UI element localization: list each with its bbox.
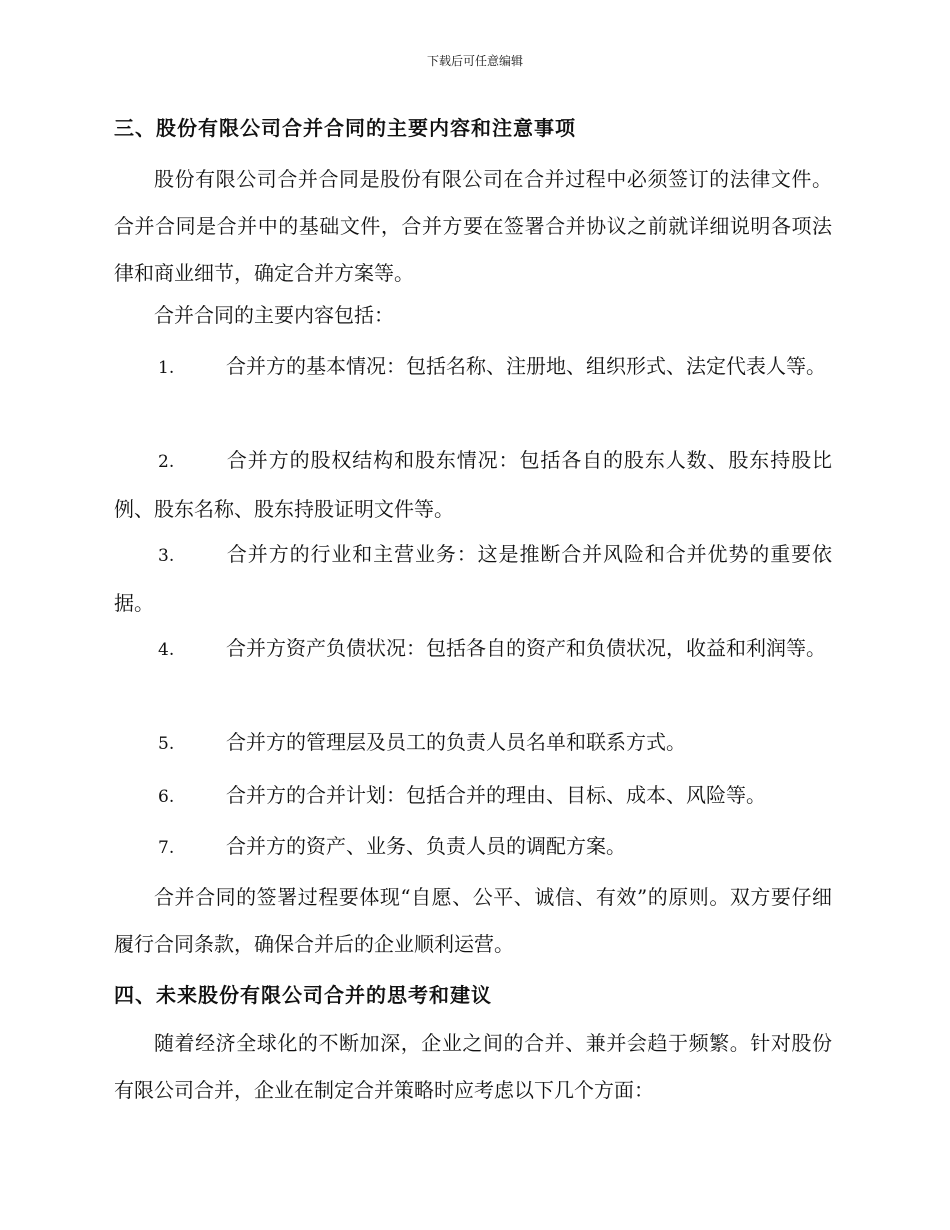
list-item-text: 合并方的股权结构和股东情况：包括各自的股东人数、股东持股比例、股东名称、股东持股证明文件等。: [114, 448, 832, 521]
list-item-text: 合并方的基本情况：包括名称、注册地、组织形式、法定代表人等。: [226, 354, 826, 378]
header-note: 下载后可任意编辑: [426, 54, 523, 68]
list-item-number: 5.: [158, 734, 175, 754]
list-item-number: 6.: [158, 787, 175, 807]
list-item-text: 合并方资产负债状况：包括各自的资产和负债状况，收益和利润等。: [226, 636, 826, 660]
list-item-text: 合并方的行业和主营业务：这是推断合并风险和合并优势的重要依据。: [114, 542, 832, 615]
section4-intro: 随着经济全球化的不断加深，企业之间的合并、兼并会趋于频繁。针对股份有限公司合并，企业在制定合并策略时应考虑以下几个方面：: [114, 1031, 832, 1102]
list-item-text: 合并方的管理层及员工的负责人员名单和联系方式。: [226, 730, 686, 754]
list-item: [114, 625, 832, 674]
list-item: [114, 343, 832, 392]
list-item-number: 2.: [158, 452, 175, 472]
list-item: [114, 531, 832, 627]
list-lead: 合并合同的主要内容包括：: [154, 303, 394, 327]
list-item: [114, 772, 832, 821]
list-item: [114, 437, 832, 533]
list-item-text: 合并方的资产、业务、负责人员的调配方案。: [226, 834, 626, 858]
list-item-text: 合并方的合并计划：包括合并的理由、目标、成本、风险等。: [226, 783, 766, 807]
section3-closing: 合并合同的签署过程要体现“自愿、公平、诚信、有效”的原则。双方要仔细履行合同条款，确保合并后的企业顺利运营。: [114, 885, 832, 956]
list-item-number: 1.: [158, 358, 175, 378]
list-item-number: 4.: [158, 640, 175, 660]
list-item-number: 7.: [158, 838, 175, 858]
section4-heading: 四、未来股份有限公司合并的思考和建议: [114, 983, 492, 1007]
list-item: [114, 823, 832, 872]
section3-intro: 股份有限公司合并合同是股份有限公司在合并过程中必须签订的法律文件。合并合同是合并中的基础文件，合并方要在签署合并协议之前就详细说明各项法律和商业细节，确定合并方案等。: [114, 167, 832, 285]
section3-heading: 三、股份有限公司合并合同的主要内容和注意事项: [114, 116, 576, 140]
list-item: [114, 719, 832, 768]
list-item-number: 3.: [158, 546, 175, 566]
